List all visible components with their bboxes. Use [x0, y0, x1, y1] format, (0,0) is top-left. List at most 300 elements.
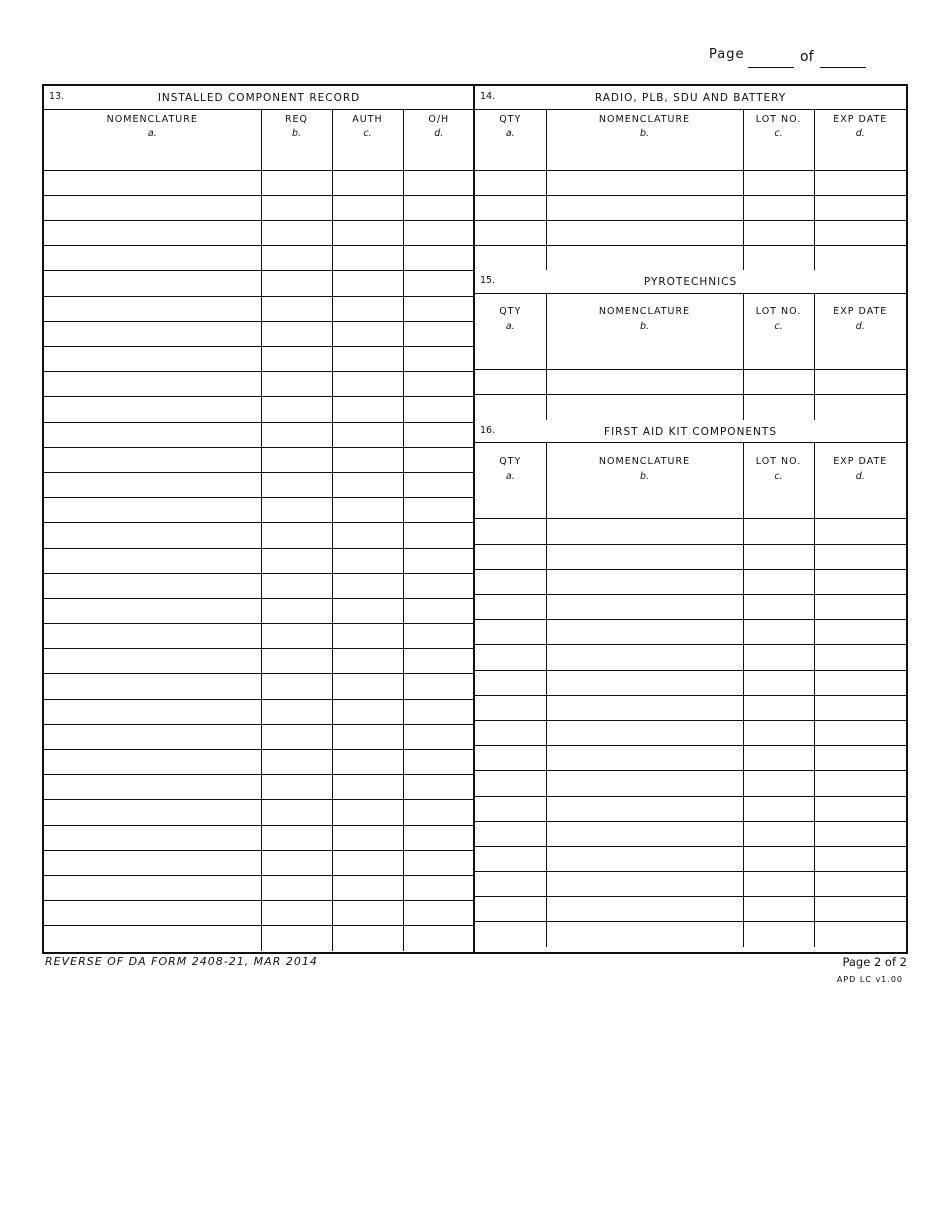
section-14-title-row [475, 86, 906, 109]
first-aid-kit-cell[interactable] [546, 695, 743, 720]
installed-component-cell[interactable] [44, 775, 261, 800]
table-row [44, 598, 474, 623]
installed-component-cell[interactable] [261, 901, 332, 926]
first-aid-kit-cell[interactable] [743, 771, 814, 796]
installed-component-cell[interactable] [403, 472, 474, 497]
installed-component-cell[interactable] [403, 347, 474, 372]
first-aid-kit-cell[interactable] [814, 821, 906, 846]
section-15-rows [475, 344, 906, 419]
installed-component-cell[interactable] [261, 347, 332, 372]
first-aid-kit-cell[interactable] [546, 771, 743, 796]
section-16-title: FIRST AID KIT COMPONENTS [604, 425, 777, 438]
col-header-lot-no: LOT NO. c. [743, 293, 814, 344]
installed-component-cell[interactable] [261, 170, 332, 195]
installed-component-cell[interactable] [332, 649, 403, 674]
installed-component-cell[interactable] [332, 674, 403, 699]
installed-component-cell[interactable] [403, 498, 474, 523]
radio-plb-sdu-battery-cell[interactable] [475, 220, 546, 245]
installed-component-record-table [44, 86, 474, 951]
installed-component-cell[interactable] [332, 775, 403, 800]
radio-plb-sdu-battery-cell[interactable] [814, 245, 906, 270]
first-aid-kit-cell[interactable] [546, 922, 743, 947]
installed-component-cell[interactable] [332, 800, 403, 825]
first-aid-kit-cell[interactable] [546, 670, 743, 695]
first-aid-kit-cell[interactable] [743, 670, 814, 695]
installed-component-cell[interactable] [403, 548, 474, 573]
first-aid-kit-cell[interactable] [475, 620, 546, 645]
installed-component-cell[interactable] [44, 447, 261, 472]
installed-component-cell[interactable] [332, 472, 403, 497]
table-row [44, 321, 474, 346]
installed-component-cell[interactable] [261, 271, 332, 296]
table-row [44, 573, 474, 598]
installed-component-cell[interactable] [403, 573, 474, 598]
installed-component-cell[interactable] [261, 548, 332, 573]
table-row [44, 472, 474, 497]
installed-component-cell[interactable] [332, 271, 403, 296]
first-aid-kit-cell[interactable] [814, 620, 906, 645]
installed-component-cell[interactable] [332, 221, 403, 246]
first-aid-kit-cell[interactable] [475, 670, 546, 695]
installed-component-cell[interactable] [403, 422, 474, 447]
table-row [475, 145, 906, 170]
radio-plb-sdu-battery-cell[interactable] [546, 170, 743, 195]
radio-plb-sdu-battery-cell[interactable] [814, 195, 906, 220]
first-aid-kit-cell[interactable] [814, 846, 906, 871]
table-row [475, 220, 906, 245]
installed-component-cell[interactable] [44, 472, 261, 497]
installed-component-cell[interactable] [261, 926, 332, 951]
installed-component-cell[interactable] [332, 296, 403, 321]
installed-component-cell[interactable] [261, 221, 332, 246]
radio-plb-sdu-battery-cell[interactable] [814, 170, 906, 195]
first-aid-kit-cell[interactable] [475, 872, 546, 897]
first-aid-kit-cell[interactable] [814, 897, 906, 922]
installed-component-cell[interactable] [44, 321, 261, 346]
installed-component-cell[interactable] [44, 397, 261, 422]
first-aid-kit-cell[interactable] [743, 796, 814, 821]
pyrotechnics-cell[interactable] [814, 344, 906, 369]
radio-plb-sdu-battery-cell[interactable] [814, 220, 906, 245]
section-14-number: 14. [480, 91, 496, 102]
pyrotechnics-cell[interactable] [475, 370, 546, 395]
installed-component-cell[interactable] [332, 926, 403, 951]
page-number-header [700, 46, 880, 72]
radio-plb-sdu-battery-cell[interactable] [743, 195, 814, 220]
installed-component-cell[interactable] [403, 447, 474, 472]
installed-component-cell[interactable] [332, 372, 403, 397]
first-aid-kit-cell[interactable] [546, 821, 743, 846]
table-row [44, 195, 474, 220]
installed-component-cell[interactable] [332, 321, 403, 346]
installed-component-cell[interactable] [403, 875, 474, 900]
first-aid-kit-cell[interactable] [546, 796, 743, 821]
section-16-rows [475, 494, 906, 947]
col-header-exp-date: EXP DATE d. [814, 293, 906, 344]
installed-component-cell[interactable] [403, 271, 474, 296]
installed-component-cell[interactable] [44, 145, 261, 170]
installed-component-cell[interactable] [332, 850, 403, 875]
installed-component-cell[interactable] [332, 598, 403, 623]
table-row [475, 519, 906, 544]
installed-component-cell[interactable] [261, 472, 332, 497]
first-aid-kit-cell[interactable] [743, 746, 814, 771]
col-header-oh: O/H d. [403, 109, 474, 145]
first-aid-kit-cell[interactable] [546, 595, 743, 620]
installed-component-cell[interactable] [261, 875, 332, 900]
table-row [475, 494, 906, 519]
pyrotechnics-cell[interactable] [814, 395, 906, 420]
installed-component-cell[interactable] [261, 296, 332, 321]
table-row [475, 897, 906, 922]
installed-component-cell[interactable] [403, 775, 474, 800]
installed-component-cell[interactable] [403, 598, 474, 623]
installed-component-cell[interactable] [44, 926, 261, 951]
first-aid-kit-cell[interactable] [814, 746, 906, 771]
installed-component-cell[interactable] [44, 372, 261, 397]
installed-component-cell[interactable] [261, 145, 332, 170]
installed-component-cell[interactable] [332, 447, 403, 472]
first-aid-kit-cell[interactable] [475, 821, 546, 846]
installed-component-cell[interactable] [403, 750, 474, 775]
installed-component-cell[interactable] [403, 850, 474, 875]
installed-component-cell[interactable] [44, 170, 261, 195]
first-aid-kit-cell[interactable] [475, 897, 546, 922]
installed-component-cell[interactable] [332, 624, 403, 649]
first-aid-kit-cell[interactable] [546, 569, 743, 594]
of-label: of [800, 49, 814, 65]
first-aid-kit-cell[interactable] [475, 720, 546, 745]
installed-component-cell[interactable] [261, 649, 332, 674]
installed-component-cell[interactable] [261, 498, 332, 523]
table-row [44, 246, 474, 271]
table-row [44, 800, 474, 825]
installed-component-cell[interactable] [403, 674, 474, 699]
first-aid-kit-cell[interactable] [743, 897, 814, 922]
first-aid-kit-cell[interactable] [743, 720, 814, 745]
installed-component-cell[interactable] [44, 850, 261, 875]
first-aid-kit-cell[interactable] [546, 544, 743, 569]
installed-component-cell[interactable] [44, 271, 261, 296]
installed-component-cell[interactable] [44, 674, 261, 699]
installed-component-cell[interactable] [44, 195, 261, 220]
installed-component-cell[interactable] [332, 548, 403, 573]
first-aid-kit-cell[interactable] [475, 695, 546, 720]
installed-component-cell[interactable] [44, 649, 261, 674]
installed-component-cell[interactable] [261, 598, 332, 623]
installed-component-cell[interactable] [332, 145, 403, 170]
installed-component-cell[interactable] [261, 850, 332, 875]
installed-component-cell[interactable] [261, 422, 332, 447]
first-aid-kit-cell[interactable] [475, 746, 546, 771]
first-aid-kit-cell[interactable] [743, 922, 814, 947]
installed-component-cell[interactable] [44, 422, 261, 447]
radio-plb-sdu-battery-cell[interactable] [546, 245, 743, 270]
installed-component-cell[interactable] [261, 750, 332, 775]
page-label: Page [709, 47, 745, 62]
installed-component-cell[interactable] [44, 750, 261, 775]
installed-component-cell[interactable] [332, 825, 403, 850]
installed-component-cell[interactable] [44, 825, 261, 850]
first-aid-kit-cell[interactable] [546, 846, 743, 871]
section-14-header-row [475, 109, 906, 145]
page-number-field[interactable] [748, 67, 794, 68]
installed-component-cell[interactable] [403, 170, 474, 195]
pyrotechnics-cell[interactable] [475, 344, 546, 369]
installed-component-cell[interactable] [44, 624, 261, 649]
table-row [475, 544, 906, 569]
installed-component-cell[interactable] [403, 649, 474, 674]
installed-component-cell[interactable] [403, 372, 474, 397]
section-15-title: PYROTECHNICS [643, 276, 738, 289]
installed-component-cell[interactable] [403, 523, 474, 548]
radio-plb-sdu-battery-cell[interactable] [475, 245, 546, 270]
table-row [475, 746, 906, 771]
table-row [475, 670, 906, 695]
installed-component-cell[interactable] [332, 422, 403, 447]
installed-component-cell[interactable] [261, 321, 332, 346]
radio-plb-sdu-battery-cell[interactable] [743, 245, 814, 270]
first-aid-kit-cell[interactable] [475, 796, 546, 821]
installed-component-cell[interactable] [44, 296, 261, 321]
first-aid-kit-cell[interactable] [546, 494, 743, 519]
col-header-exp-date: EXP DATE d. [814, 109, 906, 145]
table-row [44, 850, 474, 875]
installed-component-cell[interactable] [332, 699, 403, 724]
installed-component-cell[interactable] [44, 246, 261, 271]
form-version: APD LC v1.00 [836, 975, 903, 984]
col-header-lot-no: LOT NO. c. [743, 109, 814, 145]
page-info: Page 2 of 2 [842, 955, 907, 969]
installed-component-cell[interactable] [332, 523, 403, 548]
installed-component-cell[interactable] [44, 901, 261, 926]
first-aid-kit-cell[interactable] [743, 620, 814, 645]
installed-component-cell[interactable] [44, 548, 261, 573]
table-row [44, 750, 474, 775]
table-row [44, 775, 474, 800]
first-aid-kit-cell[interactable] [475, 544, 546, 569]
first-aid-kit-cell[interactable] [546, 620, 743, 645]
section-15-title-row [475, 270, 906, 293]
installed-component-cell[interactable] [261, 523, 332, 548]
radio-plb-sdu-battery-cell[interactable] [546, 195, 743, 220]
installed-component-cell[interactable] [332, 397, 403, 422]
right-column-tables [475, 86, 906, 947]
table-row [44, 397, 474, 422]
col-header-nomenclature: NOMENCLATURE b. [546, 109, 743, 145]
installed-component-cell[interactable] [332, 724, 403, 749]
installed-component-cell[interactable] [332, 195, 403, 220]
installed-component-cell[interactable] [44, 523, 261, 548]
installed-component-cell[interactable] [261, 674, 332, 699]
installed-component-cell[interactable] [261, 573, 332, 598]
col-header-nomenclature: NOMENCLATURE a. [44, 109, 261, 145]
installed-component-cell[interactable] [403, 724, 474, 749]
pyrotechnics-cell[interactable] [546, 370, 743, 395]
first-aid-kit-cell[interactable] [814, 720, 906, 745]
installed-component-cell[interactable] [332, 875, 403, 900]
first-aid-kit-cell[interactable] [546, 746, 743, 771]
col-header-exp-date: EXP DATE d. [814, 443, 906, 494]
table-row [44, 170, 474, 195]
installed-component-cell[interactable] [403, 195, 474, 220]
first-aid-kit-cell[interactable] [546, 872, 743, 897]
section-13-number: 13. [49, 91, 65, 102]
first-aid-kit-cell[interactable] [814, 645, 906, 670]
installed-component-cell[interactable] [261, 624, 332, 649]
first-aid-kit-cell[interactable] [814, 569, 906, 594]
first-aid-kit-cell[interactable] [814, 544, 906, 569]
pyrotechnics-cell[interactable] [743, 370, 814, 395]
installed-component-cell[interactable] [403, 901, 474, 926]
first-aid-kit-cell[interactable] [743, 494, 814, 519]
installed-component-cell[interactable] [403, 397, 474, 422]
pyrotechnics-cell[interactable] [546, 395, 743, 420]
col-header-lot-no: LOT NO. c. [743, 443, 814, 494]
table-row [44, 901, 474, 926]
installed-component-cell[interactable] [332, 246, 403, 271]
installed-component-cell[interactable] [403, 800, 474, 825]
installed-component-cell[interactable] [44, 221, 261, 246]
first-aid-kit-cell[interactable] [814, 695, 906, 720]
first-aid-kit-cell[interactable] [743, 872, 814, 897]
installed-component-cell[interactable] [261, 195, 332, 220]
installed-component-cell[interactable] [44, 699, 261, 724]
first-aid-kit-cell[interactable] [475, 846, 546, 871]
first-aid-kit-cell[interactable] [814, 595, 906, 620]
radio-plb-sdu-battery-cell[interactable] [743, 145, 814, 170]
first-aid-kit-cell[interactable] [475, 922, 546, 947]
table-row [475, 195, 906, 220]
section-13-title: INSTALLED COMPONENT RECORD [157, 91, 361, 104]
first-aid-kit-cell[interactable] [814, 872, 906, 897]
installed-component-cell[interactable] [403, 624, 474, 649]
installed-component-cell[interactable] [403, 825, 474, 850]
first-aid-kit-cell[interactable] [743, 846, 814, 871]
radio-plb-sdu-battery-cell[interactable] [546, 145, 743, 170]
installed-component-cell[interactable] [332, 750, 403, 775]
first-aid-kit-cell[interactable] [814, 771, 906, 796]
table-row [475, 569, 906, 594]
first-aid-kit-cell[interactable] [814, 519, 906, 544]
col-header-qty: QTY a. [475, 443, 546, 494]
first-aid-kit-cell[interactable] [475, 771, 546, 796]
table-row [44, 875, 474, 900]
first-aid-kit-cell[interactable] [743, 544, 814, 569]
col-header-qty: QTY a. [475, 293, 546, 344]
table-row [44, 422, 474, 447]
table-row [475, 170, 906, 195]
installed-component-cell[interactable] [44, 875, 261, 900]
pyrotechnics-cell[interactable] [475, 395, 546, 420]
installed-component-cell[interactable] [403, 296, 474, 321]
col-header-qty: QTY a. [475, 109, 546, 145]
installed-component-cell[interactable] [403, 321, 474, 346]
first-aid-kit-cell[interactable] [814, 796, 906, 821]
first-aid-kit-cell[interactable] [475, 519, 546, 544]
table-row [475, 771, 906, 796]
installed-component-cell[interactable] [261, 372, 332, 397]
installed-component-cell[interactable] [261, 775, 332, 800]
radio-plb-sdu-battery-cell[interactable] [814, 145, 906, 170]
first-aid-kit-cell[interactable] [743, 519, 814, 544]
first-aid-kit-cell[interactable] [743, 595, 814, 620]
first-aid-kit-cell[interactable] [743, 695, 814, 720]
first-aid-kit-cell[interactable] [475, 494, 546, 519]
installed-component-cell[interactable] [261, 447, 332, 472]
installed-component-cell[interactable] [332, 573, 403, 598]
col-header-nomenclature: NOMENCLATURE b. [546, 293, 743, 344]
installed-component-cell[interactable] [261, 724, 332, 749]
table-row [44, 548, 474, 573]
installed-component-cell[interactable] [403, 145, 474, 170]
installed-component-cell[interactable] [44, 598, 261, 623]
first-aid-kit-cell[interactable] [814, 670, 906, 695]
installed-component-cell[interactable] [261, 397, 332, 422]
installed-component-cell[interactable] [403, 246, 474, 271]
first-aid-kit-cell[interactable] [546, 519, 743, 544]
installed-component-cell[interactable] [332, 901, 403, 926]
first-aid-kit-cell[interactable] [743, 645, 814, 670]
installed-component-cell[interactable] [44, 573, 261, 598]
first-aid-kit-cell[interactable] [475, 595, 546, 620]
installed-component-cell[interactable] [332, 347, 403, 372]
installed-component-cell[interactable] [261, 800, 332, 825]
table-row [44, 296, 474, 321]
installed-component-cell[interactable] [403, 221, 474, 246]
first-aid-kit-cell[interactable] [475, 645, 546, 670]
installed-component-cell[interactable] [403, 926, 474, 951]
installed-component-cell[interactable] [261, 825, 332, 850]
first-aid-kit-cell[interactable] [475, 569, 546, 594]
table-row [44, 145, 474, 170]
first-aid-kit-cell[interactable] [814, 494, 906, 519]
installed-component-cell[interactable] [403, 699, 474, 724]
installed-component-cell[interactable] [261, 699, 332, 724]
pyrotechnics-cell[interactable] [814, 370, 906, 395]
table-row [44, 271, 474, 296]
pyrotechnics-cell[interactable] [546, 344, 743, 369]
radio-plb-sdu-battery-cell[interactable] [743, 220, 814, 245]
installed-component-cell[interactable] [44, 498, 261, 523]
table-row [475, 620, 906, 645]
radio-plb-sdu-battery-cell[interactable] [743, 170, 814, 195]
installed-component-cell[interactable] [44, 800, 261, 825]
first-aid-kit-cell[interactable] [743, 821, 814, 846]
installed-component-cell[interactable] [332, 170, 403, 195]
radio-plb-sdu-battery-cell[interactable] [475, 195, 546, 220]
installed-component-cell[interactable] [332, 498, 403, 523]
col-header-req: REQ b. [261, 109, 332, 145]
first-aid-kit-cell[interactable] [546, 897, 743, 922]
first-aid-kit-cell[interactable] [546, 720, 743, 745]
pyrotechnics-cell[interactable] [743, 344, 814, 369]
table-row [475, 645, 906, 670]
table-row [44, 724, 474, 749]
installed-component-cell[interactable] [44, 724, 261, 749]
table-row [44, 624, 474, 649]
installed-component-cell[interactable] [261, 246, 332, 271]
first-aid-kit-cell[interactable] [814, 922, 906, 947]
radio-plb-sdu-battery-cell[interactable] [546, 220, 743, 245]
installed-component-cell[interactable] [44, 347, 261, 372]
first-aid-kit-cell[interactable] [546, 645, 743, 670]
pyrotechnics-cell[interactable] [743, 395, 814, 420]
first-aid-kit-cell[interactable] [743, 569, 814, 594]
radio-plb-sdu-battery-cell[interactable] [475, 145, 546, 170]
radio-plb-sdu-battery-cell[interactable] [475, 170, 546, 195]
page-total-field[interactable] [820, 67, 866, 68]
